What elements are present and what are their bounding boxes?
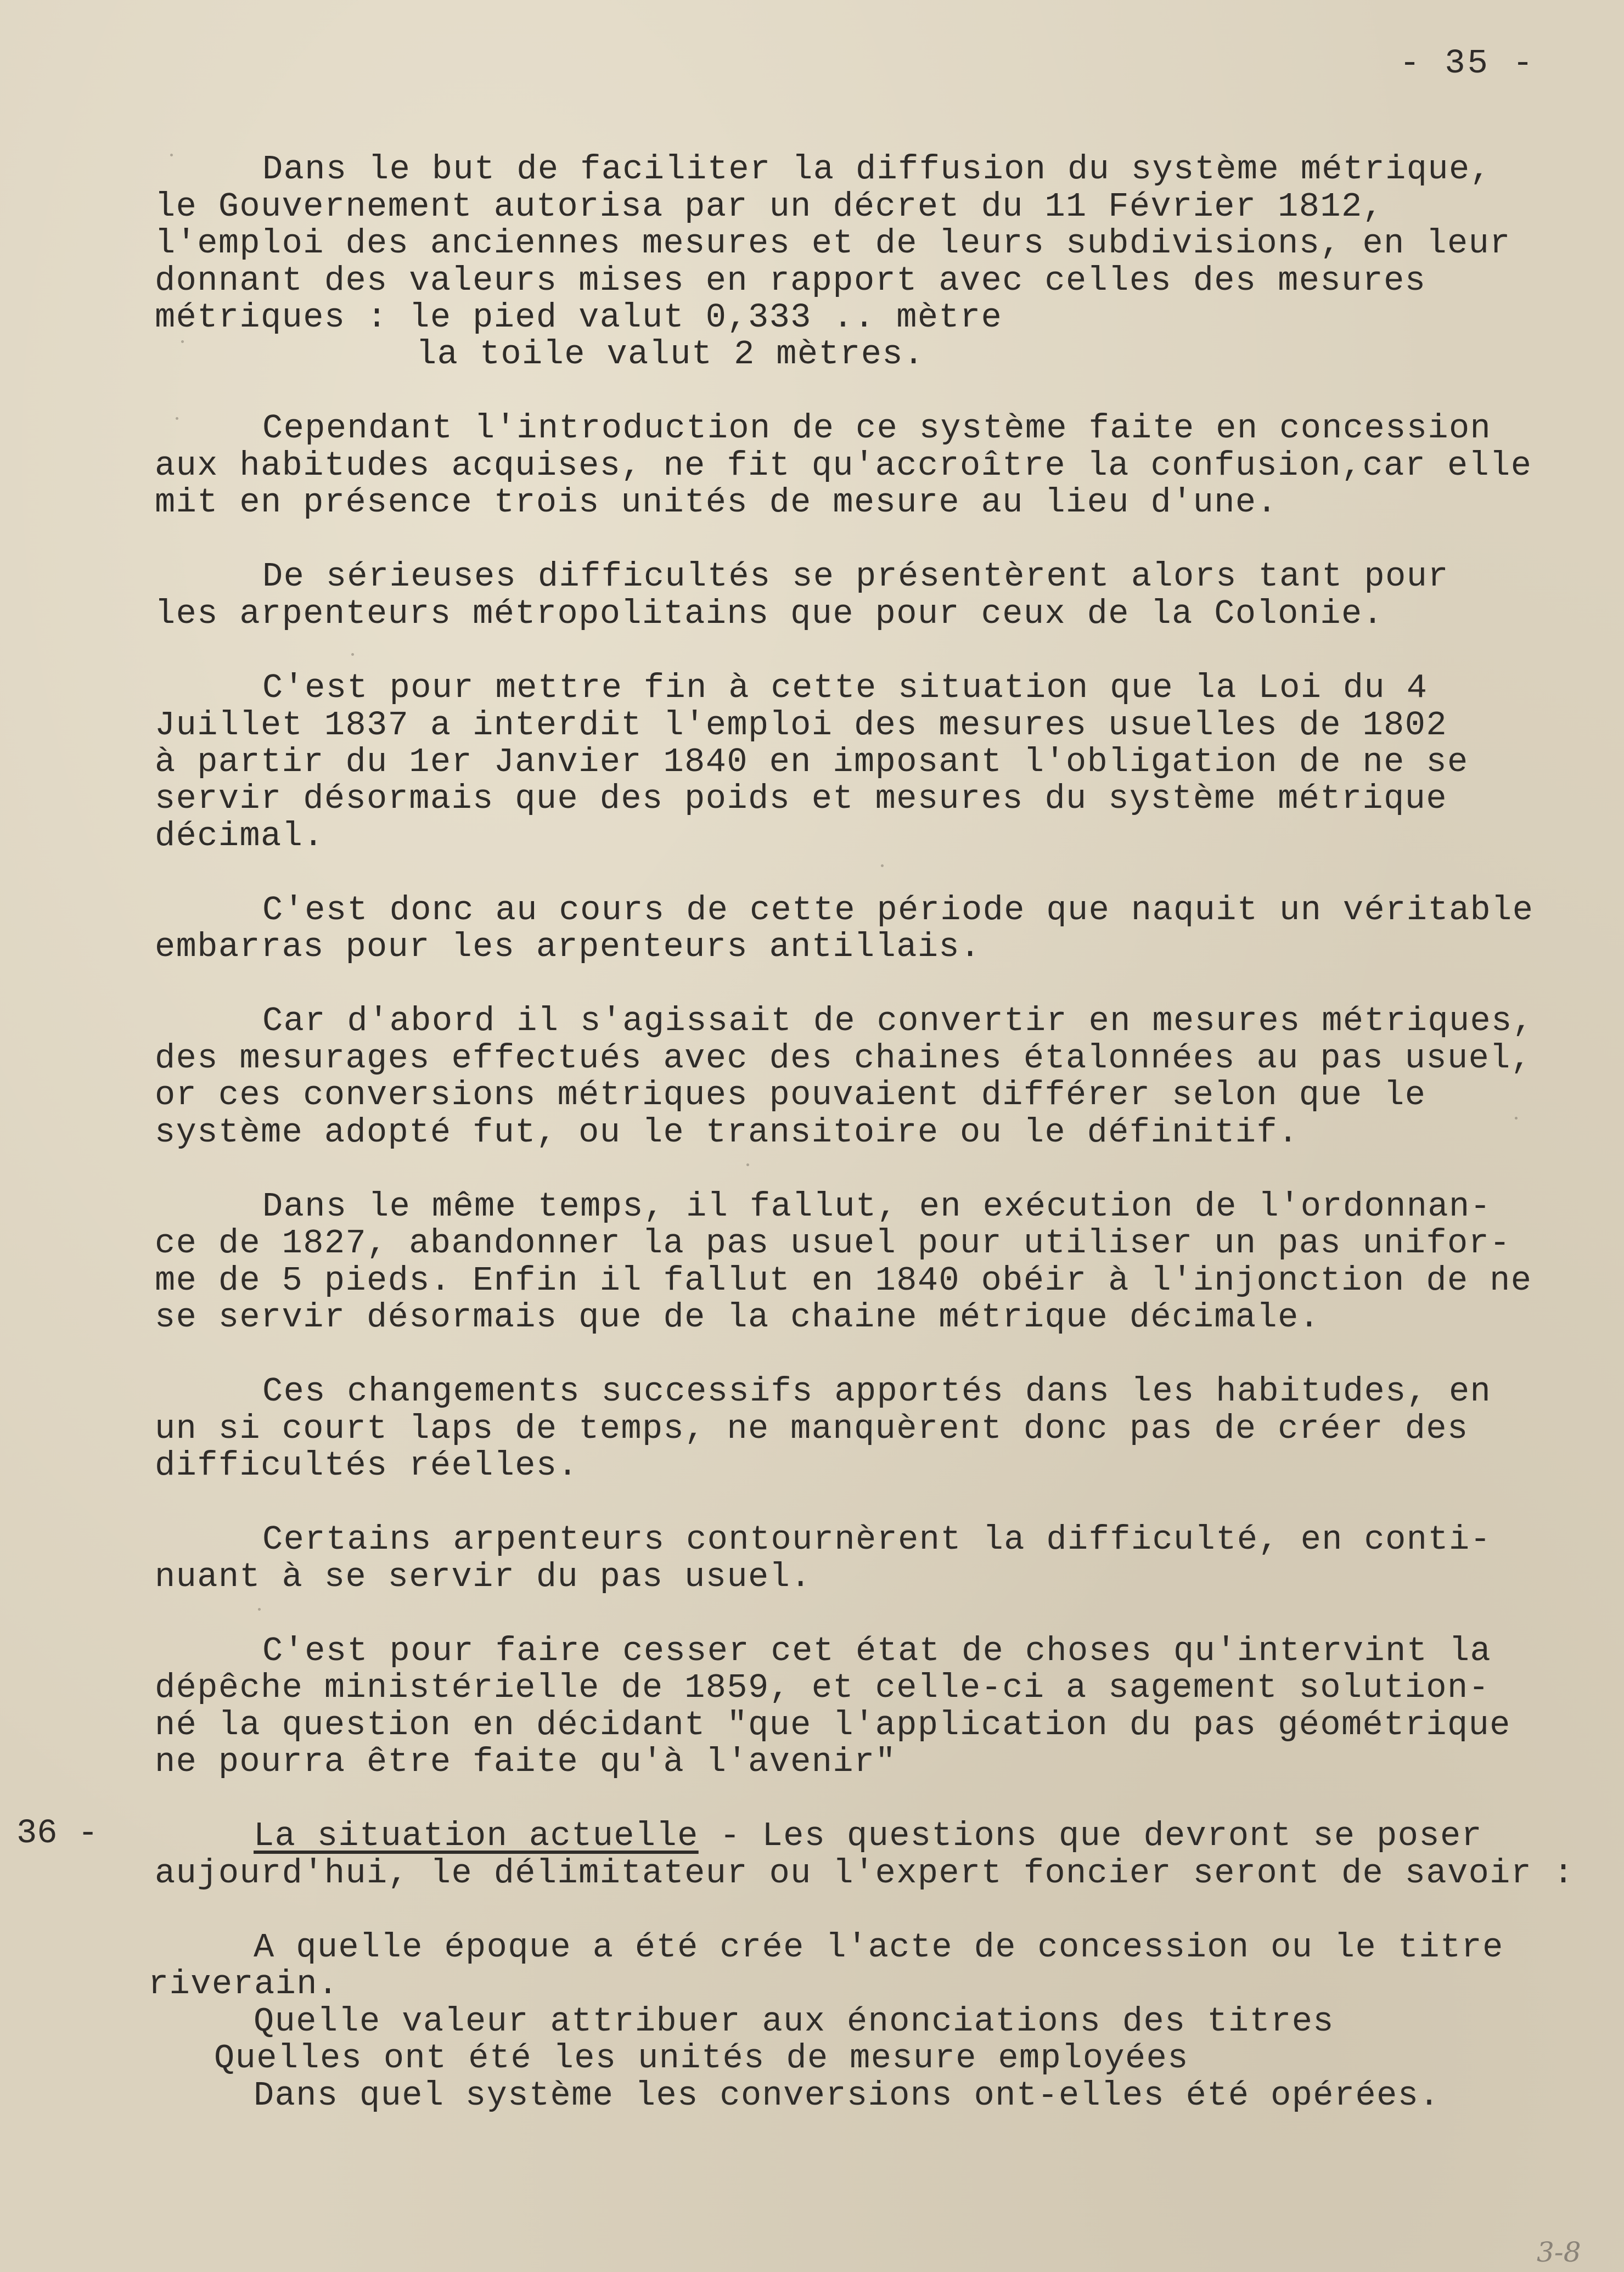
text-line: Dans le même temps, il fallut, en exécution de l'ordonnan- xyxy=(262,1187,1492,1226)
text-line: or ces conversions métriques pouvaient différer selon que le xyxy=(155,1076,1426,1115)
text-line: Dans le but de faciliter la diffusion du système métrique, xyxy=(262,150,1492,189)
text-line: difficultés réelles. xyxy=(155,1446,579,1485)
text-line: ce de 1827, abandonner la pas usuel pour utiliser un pas unifor- xyxy=(155,1224,1511,1263)
text-line: l'emploi des anciennes mesures et de leurs subdivisions, en leur xyxy=(155,224,1511,263)
text-line: métriques : le pied valut 0,333 .. mètre xyxy=(155,298,1003,337)
paper-speck xyxy=(746,1163,749,1166)
page-number: - 35 - xyxy=(1400,44,1536,83)
text-line: le Gouvernement autorisa par un décret du 11 Février 1812, xyxy=(155,187,1384,226)
text-line: né la question en décidant "que l'application du pas géométrique xyxy=(155,1706,1511,1745)
text-line: des mesurages effectués avec des chaines étalonnées au pas usuel, xyxy=(155,1039,1532,1078)
text-line: Dans quel système les conversions ont-elles été opérées. xyxy=(254,2076,1440,2115)
section-heading-line xyxy=(254,1818,1482,1855)
text-line: la toile valut 2 mètres. xyxy=(416,335,925,374)
text-line: aux habitudes acquises, ne fit qu'accroître la confusion,car elle xyxy=(155,446,1532,485)
text-line: un si court laps de temps, ne manquèrent donc pas de créer des xyxy=(155,1409,1469,1448)
paper-speck xyxy=(181,340,184,343)
text-line: Ces changements successifs apportés dans les habitudes, en xyxy=(262,1372,1492,1411)
text-line: décimal. xyxy=(155,817,324,856)
text-line: les arpenteurs métropolitains que pour ceux de la Colonie. xyxy=(155,594,1384,633)
text-line: Juillet 1837 a interdit l'emploi des mesures usuelles de 1802 xyxy=(155,706,1447,745)
text-fragment: - Les questions que devront se poser xyxy=(698,1817,1483,1855)
paper-speck xyxy=(176,417,178,420)
text-line: Certains arpenteurs contournèrent la difficulté, en conti- xyxy=(262,1520,1492,1559)
paper-speck xyxy=(1449,1948,1452,1951)
text-line: Quelle valeur attribuer aux énonciations des titres xyxy=(254,2002,1334,2041)
paper-speck xyxy=(258,1608,261,1611)
footer-mark: 3-8 xyxy=(1537,2236,1581,2268)
paper-speck xyxy=(1515,1117,1518,1120)
text-line: Car d'abord il s'agissait de convertir en mesures métriques, xyxy=(262,1002,1534,1041)
text-line: C'est pour faire cesser cet état de choses qu'intervint la xyxy=(262,1632,1492,1671)
text-line: C'est pour mettre fin à cette situation que la Loi du 4 xyxy=(262,668,1428,707)
text-line: embarras pour les arpenteurs antillais. xyxy=(155,927,981,966)
text-line: nuant à se servir du pas usuel. xyxy=(155,1557,812,1596)
paper-speck xyxy=(351,653,354,656)
text-line: à partir du 1er Janvier 1840 en imposant l'obligation de ne se xyxy=(155,743,1469,781)
paper-speck xyxy=(170,154,173,156)
text-line: se servir désormais que de la chaine métrique décimale. xyxy=(155,1298,1320,1337)
text-line: ne pourra être faite qu'à l'avenir" xyxy=(155,1742,897,1781)
text-line: A quelle époque a été crée l'acte de concession ou le titre xyxy=(254,1928,1504,1967)
text-line: Cependant l'introduction de ce système faite en concession xyxy=(262,409,1492,448)
text-line: mit en présence trois unités de mesure au lieu d'une. xyxy=(155,483,1278,522)
section-heading: La situation actuelle xyxy=(254,1817,699,1855)
text-line: dépêche ministérielle de 1859, et celle-ci a sagement solution- xyxy=(155,1668,1490,1707)
text-line: C'est donc au cours de cette période que naquit un véritable xyxy=(262,891,1534,930)
text-line: De sérieuses difficultés se présentèrent alors tant pour xyxy=(262,557,1449,596)
text-line: aujourd'hui, le délimitateur ou l'expert foncier seront de savoir : xyxy=(155,1854,1575,1893)
text-line: riverain. xyxy=(148,1965,339,2004)
paper-speck xyxy=(881,864,884,867)
text-line: servir désormais que des poids et mesures du système métrique xyxy=(155,779,1447,818)
text-line: donnant des valeurs mises en rapport avec celles des mesures xyxy=(155,261,1426,300)
margin-note: 36 - xyxy=(16,1814,98,1853)
text-line: Quelles ont été les unités de mesure employées xyxy=(214,2039,1189,2078)
text-line: me de 5 pieds. Enfin il fallut en 1840 obéir à l'injonction de ne xyxy=(155,1261,1532,1300)
text-line: système adopté fut, ou le transitoire ou le définitif. xyxy=(155,1113,1299,1152)
